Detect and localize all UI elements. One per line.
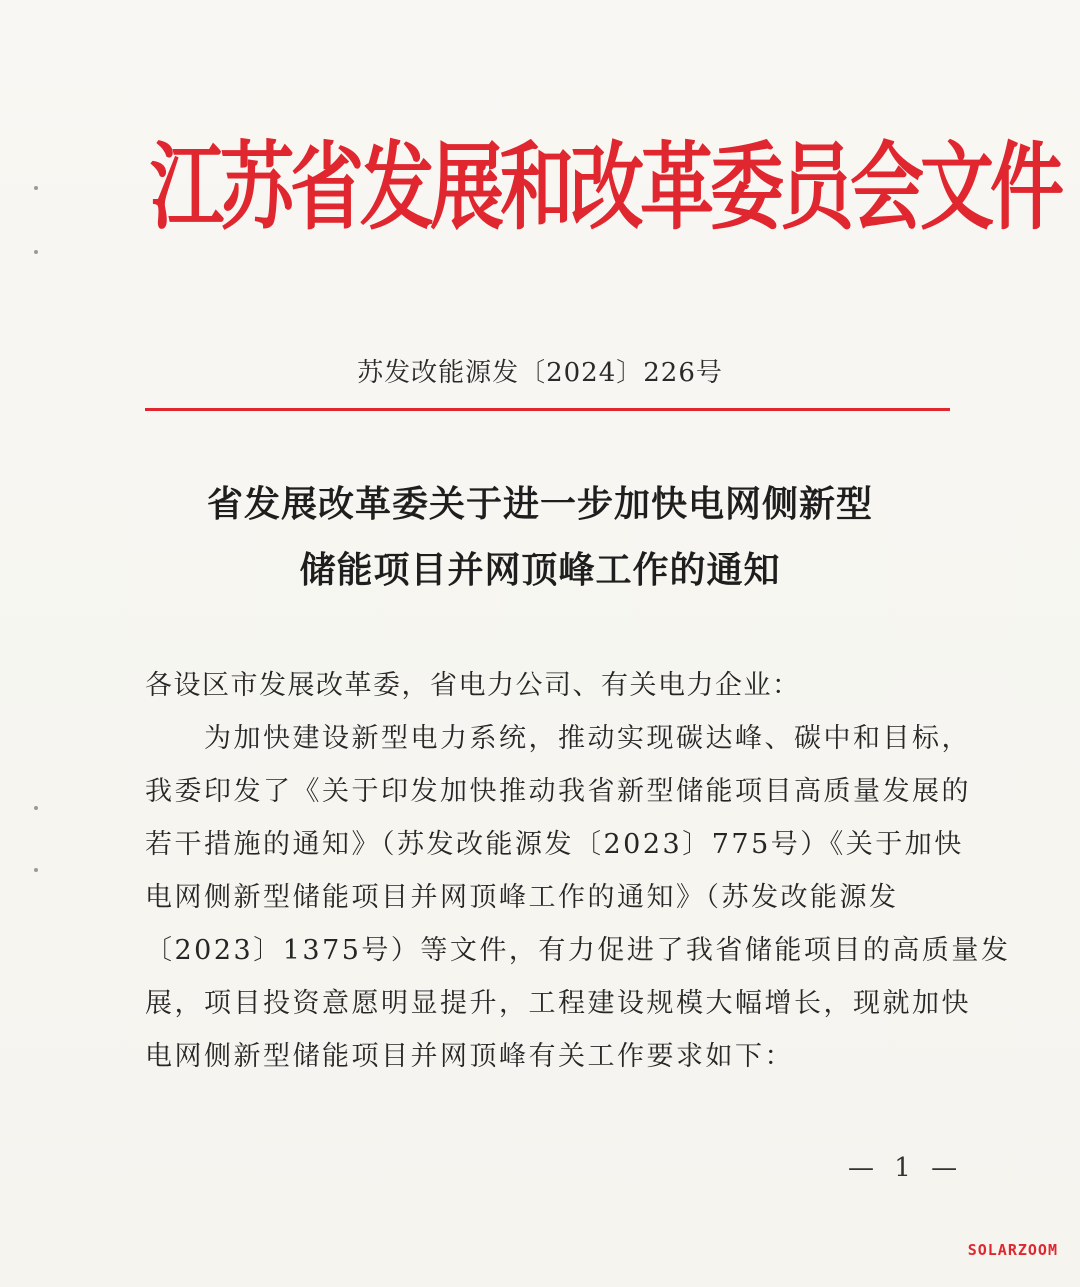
notice-title-line-1: 省发展改革委关于进一步加快电网侧新型 [206, 483, 873, 525]
red-divider [145, 408, 950, 411]
issuing-authority-title: 江苏省发展和改革委员会文件 [150, 132, 1060, 244]
salutation: 各设区市发展改革委，省电力公司、有关电力企业： [145, 670, 801, 701]
page-number: — 1 — [848, 1153, 964, 1183]
scan-speck [34, 250, 38, 254]
paragraph-line: 为加快建设新型电力系统，推动实现碳达峰、碳中和目标， [145, 723, 971, 754]
scan-speck [34, 806, 38, 810]
paragraph-line: 展，项目投资意愿明显提升，工程建设规模大幅增长，现就加快 [145, 988, 971, 1019]
paragraph-line: 若干措施的通知》（苏发改能源发〔2023〕775号）《关于加快 [145, 829, 964, 860]
paragraph-line: 电网侧新型储能项目并网顶峰有关工作要求如下： [145, 1041, 794, 1072]
paragraph-line: 我委印发了《关于印发加快推动我省新型储能项目高质量发展的 [145, 776, 971, 807]
paragraph-line: 电网侧新型储能项目并网顶峰工作的通知》（苏发改能源发 [145, 882, 899, 913]
scan-speck [34, 868, 38, 872]
notice-title-line-2: 储能项目并网顶峰工作的通知 [299, 549, 781, 591]
source-watermark: SOLARZOOM [967, 1241, 1058, 1259]
scan-speck [34, 186, 38, 190]
document-number: 苏发改能源发〔2024〕226号 [357, 358, 723, 388]
paragraph-line: 〔2023〕1375号）等文件，有力促进了我省储能项目的高质量发 [145, 935, 1011, 966]
